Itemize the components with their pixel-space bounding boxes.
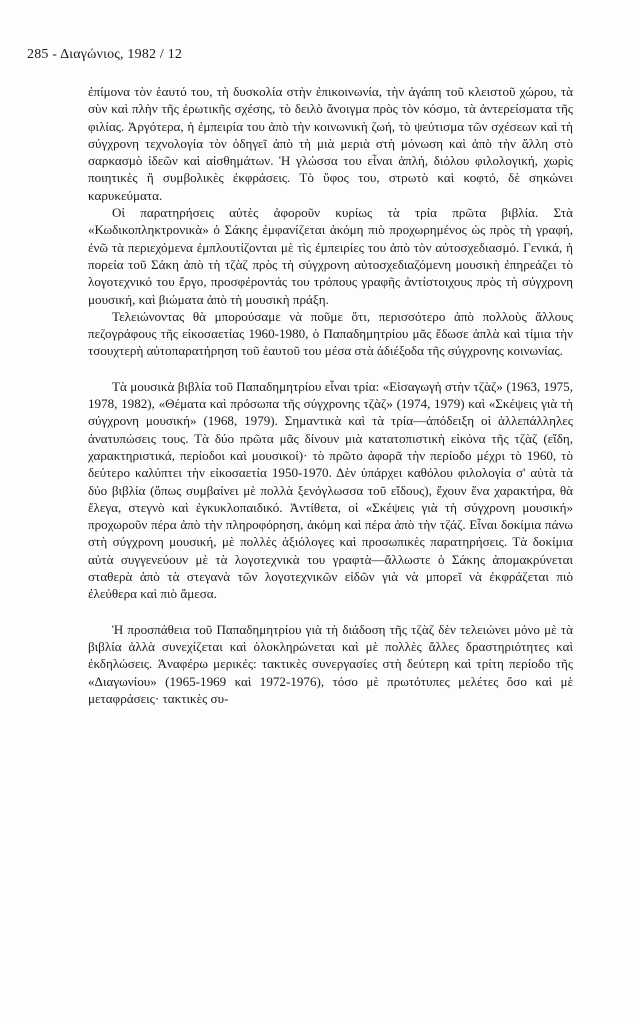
paragraph: Τελειώνοντας θὰ μπορούσαμε νὰ ποῦμε ὅτι, περισσότερο ἀπὸ πολλοὺς ἄλλους πεζογράφους τῆς εἰκοσαετίας 1960-1980, ὁ Παπαδημητρίου μᾶς ἔδωσε ἁπλὰ καὶ τίμια τὴν τσουχτερὴ αὐτοπαρατήρηση τοῦ ἑαυτοῦ του μέσα στὰ ἀδιέξοδα τῆς σύγχρονης κοινωνίας. bbox=[88, 308, 573, 359]
paragraph: Οἱ παρατηρήσεις αὐτὲς ἀφοροῦν κυρίως τὰ τρία πρῶτα βιβλία. Στὰ «Κωδικοπληκτρονικὰ» ὁ Σάκης ἐμφανίζεται ἀκόμη πιὸ προχωρημένος ὡς πρὸς τὴ γραφή, ἐνῶ τὰ περιεχόμενα ἐμπλουτίζονται μὲ τὶς ἐμπειρίες του ἀπὸ τὸν αὐτοσχεδιασμό. Γενικά, ἡ πορεία τοῦ Σάκη ἀπὸ τὴ τζὰζ πρὸς τὴ σύγχρονη αὐτοσχεδιαζόμενη μουσικὴ ἐπηρεάζει τὸ λογοτεχνικό του ἔργο, προσφέροντάς του τρόπους γραφῆς ἀντίστοιχους πρὸς τὴ σύγχρονη μουσική, καὶ βιώματα ἀπὸ τὴ μουσικὴ πράξη. bbox=[88, 205, 573, 307]
paragraph-continued: ἐπίμονα τὸν ἑαυτό του, τὴ δυσκολία στὴν ἐπικοινωνία, τὴν ἀγάπη τοῦ κλειστοῦ χώρου, τὰ σὺν καὶ πλὴν τῆς ἐρωτικῆς σχέσης, τὸ δειλὸ ἄνοιγμα πρὸς τὸν κόσμο, τὰ ἀντερείσματα τῆς φιλίας. Ἀργότερα, ἡ ἐμπειρία του ἀπὸ τὴν κοινωνικὴ ζωή, τὸ ψεύτισμα τῶν σχέσεων καὶ τὴ σύγχρονη τεχνολογία τὸν ὁδηγεῖ ἀπὸ τὴ μιὰ μεριὰ στὴ μόνωση καὶ ἀπὸ τὴν ἄλλη στὸ σαρκασμὸ ἰδεῶν καὶ αἰσθημάτων. Ἡ γλώσσα του εἶναι ἁπλή, διόλου φιλολογική, χωρὶς ποιητικὲς ἢ συμβολικὲς ἐκφράσεις. Τὸ ὕφος του, στρωτὸ καὶ κοφτό, δὲ σηκώνει καρυκεύματα. bbox=[88, 84, 573, 203]
paragraph: Τὰ μουσικὰ βιβλία τοῦ Παπαδημητρίου εἶναι τρία: «Εἰσαγωγὴ στὴν τζὰζ» (1963, 1975, 1978, 1982), «Θέματα καὶ πρόσωπα τῆς σύγχρονης τζὰζ» (1974, 1979) καὶ «Σκέψεις γιὰ τὴ σύγχρονη μουσική» (1968, 1979). Σημαντικὰ καὶ τὰ τρία—ἀπόδειξη οἱ ἀλλεπάλληλες ἀνατυπώσεις τους. Τὰ δύο πρῶτα μᾶς δίνουν μιὰ κατατοπιστικὴ εἰκόνα τῆς τζὰζ (εἴδη, χαρακτηριστικά, περίοδοι καὶ μουσικοί)· τὸ πρῶτο ἀφορᾶ τὴν περίοδο μέχρι τὸ 1960, τὸ δεύτερο καλύπτει τὴν εἰκοσαετία 1950-1970. Δὲν ὑπάρχει καθόλου φιλολογία σ' αὐτὰ τὰ δύο βιβλία (ὅπως συμβαίνει μὲ πολλὰ ξενόγλωσσα τοῦ εἴδους), ἔχουν ἕνα χαρακτήρα, θὰ ἔλεγα, στεγνὸ καὶ ἐγκυκλοπαιδικό. Ἀντίθετα, οἱ «Σκέψεις γιὰ τὴ σύγχρονη μουσική» προχωροῦν πέρα ἀπὸ τὴν πληροφόρηση, ἀκόμη καὶ πέρα ἀπὸ τὴν τζάζ. Εἶναι δοκίμια πάνω στὴ σύγχρονη μουσική, μὲ πολλὲς ἀξιόλογες καὶ προσωπικὲς παρατηρήσεις. Τὰ δοκίμια αὐτὰ συγγενεύουν μὲ τὰ λογοτεχνικὰ του γραφτὰ—ἄλλωστε ὁ Σάκης ἀπομακρύνεται σταθερὰ ἀπὸ τὰ στεγανὰ τῶν λογοτεχνικῶν εἰδῶν γιὰ νὰ μπορεῖ νὰ ἐκφράζεται πιὸ ἐλεύθερα καὶ πιὸ ἄμεσα. bbox=[88, 378, 573, 602]
section-break bbox=[88, 603, 573, 621]
running-head: 285 - Διαγώνιος, 1982 / 12 bbox=[27, 47, 183, 62]
body-text bbox=[88, 83, 573, 707]
section-break bbox=[88, 360, 573, 378]
paragraph: Ἡ προσπάθεια τοῦ Παπαδημητρίου γιὰ τὴ διάδοση τῆς τζὰζ δὲν τελειώνει μόνο μὲ τὰ βιβλία ἀλλὰ συνεχίζεται καὶ ὁλοκληρώνεται καὶ μὲ πολλὲς ἄλλες δραστηριότητες καὶ ἐκδηλώσεις. Ἀναφέρω μερικές: τακτικὲς συνεργασίες στὴ δεύτερη καὶ τρίτη περίοδο τῆς «Διαγωνίου» (1965-1969 καὶ 1972-1976), τόσο μὲ πρωτότυπες μελέτες ὅσο καὶ μὲ μεταφράσεις· τακτικὲς συ- bbox=[88, 621, 573, 706]
